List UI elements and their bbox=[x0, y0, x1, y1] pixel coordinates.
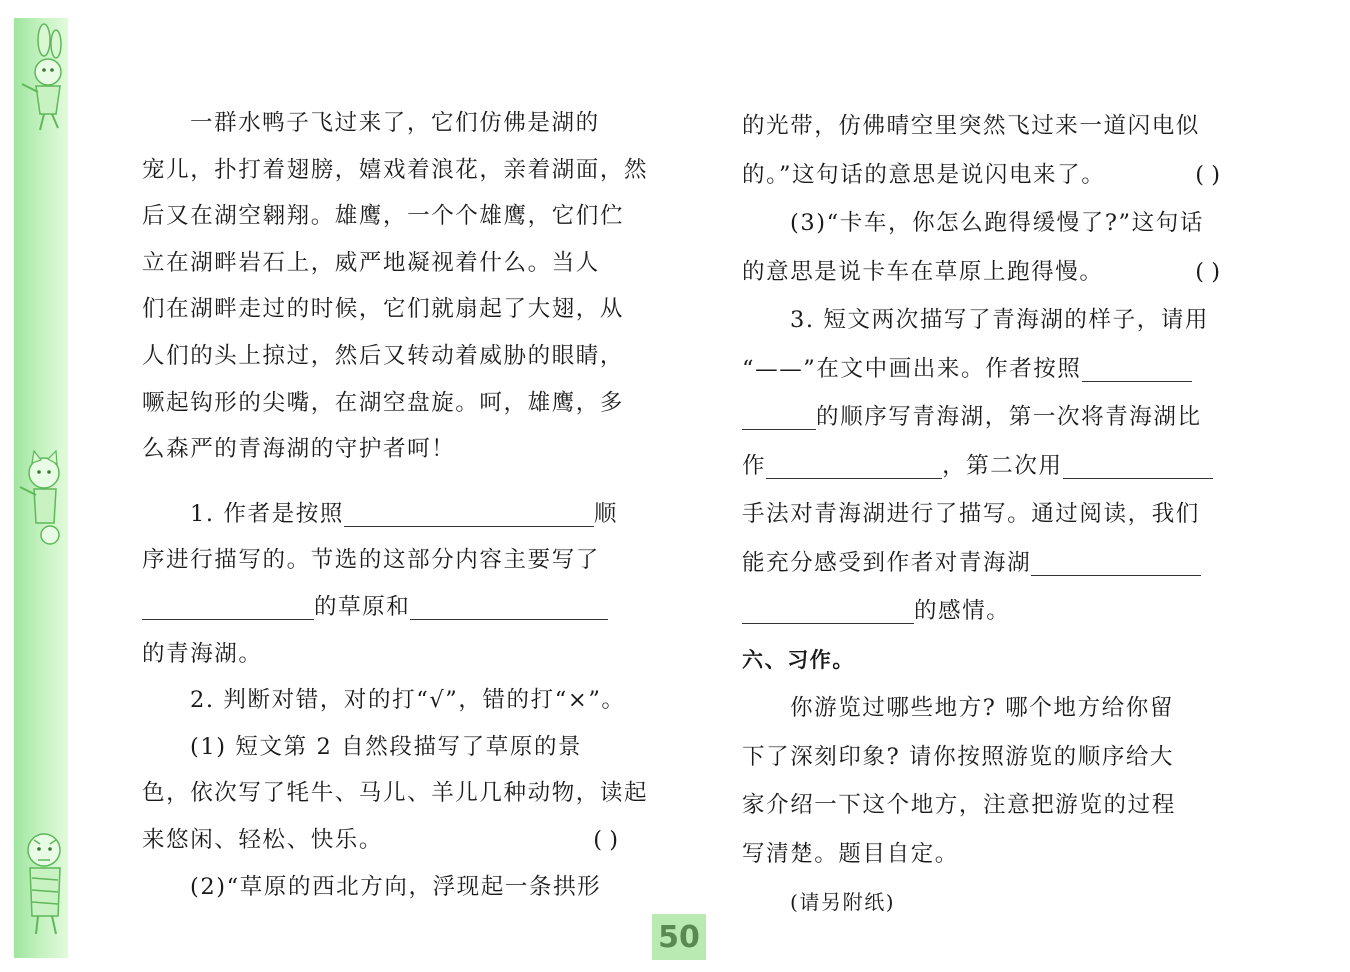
question-2-item-3: (3)“卡车，你怎么跑得缓慢了?”这句话 bbox=[790, 210, 1204, 236]
cat-icon bbox=[14, 445, 68, 550]
left-column bbox=[142, 100, 649, 910]
question-2-item-3-end: 的意思是说卡车在草原上跑得慢。 ( ) bbox=[742, 248, 1222, 297]
judgment-parentheses[interactable]: ( ) bbox=[593, 826, 618, 853]
passage-line: 一群水鸭子飞过来了，它们仿佛是湖的 bbox=[190, 110, 600, 136]
question-3-line-6: 能充分感受到作者对青海湖 bbox=[742, 539, 1222, 588]
answer-blank[interactable] bbox=[766, 454, 942, 479]
answer-blank[interactable] bbox=[410, 595, 608, 620]
passage-line: 立在湖畔岩石上，威严地凝视着什么。当人 bbox=[142, 249, 600, 276]
question-3-line-1: 3. 短文两次描写了青海湖的样子，请用 bbox=[790, 307, 1210, 333]
passage-line: 们在湖畔走过的时候，它们就扇起了大翅，从 bbox=[142, 296, 625, 323]
answer-blank[interactable] bbox=[1082, 357, 1192, 382]
question-1-line-3: 的草原和 bbox=[142, 584, 620, 631]
answer-blank[interactable] bbox=[344, 502, 594, 527]
question-3-line-4: 作 ，第二次用 bbox=[742, 442, 1222, 491]
answer-blank[interactable] bbox=[742, 405, 816, 430]
judgment-parentheses[interactable]: ( ) bbox=[1195, 258, 1220, 285]
passage-line: 后又在湖空翱翔。雄鹰，一个个雄鹰，它们伫 bbox=[142, 203, 625, 230]
writing-prompt-line: 你游览过哪些地方? 哪个地方给你留 bbox=[790, 695, 1174, 721]
rabbit-icon bbox=[14, 22, 68, 132]
answer-blank[interactable] bbox=[742, 599, 914, 624]
question-2-item-1-end: 来悠闲、轻松、快乐。 ( ) bbox=[142, 817, 620, 864]
right-column bbox=[742, 102, 1222, 927]
passage-line: 么森严的青海湖的守护者呵！ bbox=[142, 436, 456, 463]
question-2-item-1: (1) 短文第 2 自然段描写了草原的景 bbox=[190, 733, 583, 760]
question-3-line-2: “——”在文中画出来。作者按照 bbox=[742, 345, 1222, 394]
answer-blank[interactable] bbox=[1031, 551, 1201, 576]
passage-line: 宠儿，扑打着翅膀，嬉戏着浪花，亲着湖面，然 bbox=[142, 156, 649, 183]
answer-blank[interactable] bbox=[1063, 454, 1213, 479]
question-1-line-4: 的青海湖。 bbox=[142, 640, 263, 667]
question-3-line-7: 的感情。 bbox=[742, 587, 1222, 636]
answer-blank[interactable] bbox=[142, 595, 314, 620]
question-2-title: 2. 判断对错，对的打“√”，错的打“×”。 bbox=[190, 687, 626, 714]
question-3-line-3: 的顺序写青海湖，第一次将青海湖比 bbox=[742, 393, 1222, 442]
question-2-item-2-end: 的。”这句话的意思是说闪电来了。 ( ) bbox=[742, 151, 1222, 200]
writing-prompt-line: 下了深刻印象? 请你按照游览的顺序给大 bbox=[742, 743, 1175, 770]
judgment-parentheses[interactable]: ( ) bbox=[1195, 161, 1220, 188]
passage-line: 噘起钩形的尖嘴，在湖空盘旋。呵，雄鹰，多 bbox=[142, 389, 625, 416]
question-2-item-1-cont: 色，依次写了牦牛、马儿、羊儿几种动物，读起 bbox=[142, 780, 649, 807]
question-2-item-2: (2)“草原的西北方向，浮现起一条拱形 bbox=[190, 873, 602, 900]
writing-prompt-line: 家介绍一下这个地方，注意把游览的过程 bbox=[742, 792, 1176, 818]
question-3-line-5: 手法对青海湖进行了描写。通过阅读，我们 bbox=[742, 501, 1200, 527]
question-1-line-1: 1. 作者是按照 顺 bbox=[190, 500, 619, 527]
question-2-item-2-cont: 的光带，仿佛晴空里突然飞过来一道闪电似 bbox=[742, 113, 1200, 139]
attachment-note: (请另附纸) bbox=[790, 890, 896, 914]
page-number: 50 bbox=[652, 914, 706, 960]
question-1-line-2: 序进行描写的。节选的这部分内容主要写了 bbox=[142, 547, 600, 574]
passage-line: 人们的头上掠过，然后又转动着威胁的眼睛， bbox=[142, 342, 625, 369]
writing-prompt-line: 写清楚。题目自定。 bbox=[742, 840, 959, 867]
section-6-heading: 六、习作。 bbox=[742, 647, 855, 672]
tiger-icon bbox=[14, 820, 68, 940]
